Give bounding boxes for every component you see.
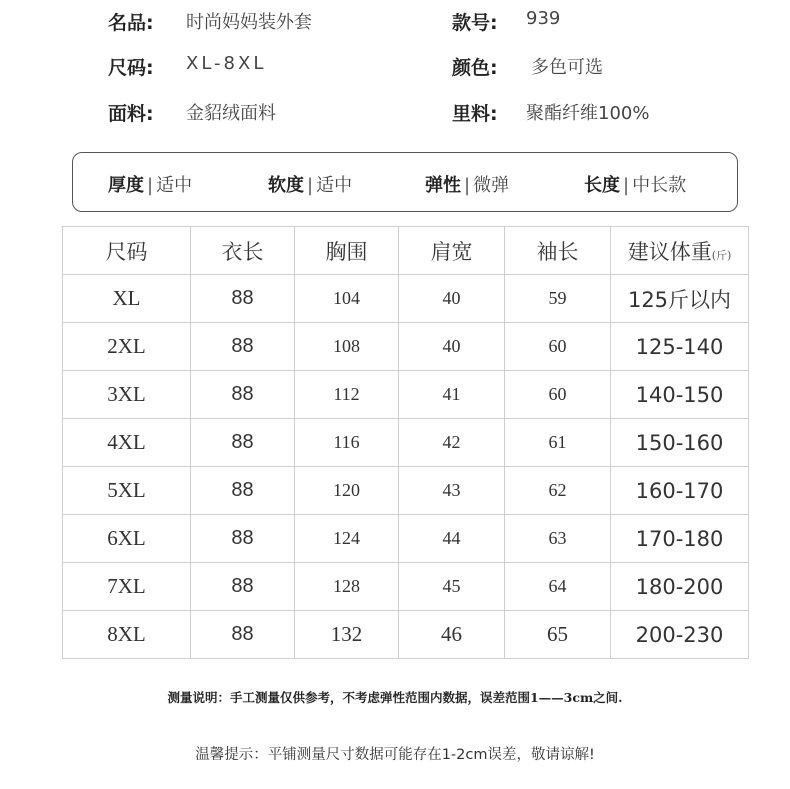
cell-sleeve: 65 — [505, 611, 611, 659]
table-row — [63, 515, 749, 563]
cell-shoulder: 41 — [399, 371, 505, 419]
property-value: 适中 — [156, 175, 193, 196]
property-name: 长度 — [584, 175, 620, 196]
cell-bust: 120 — [295, 467, 399, 515]
property-name: 厚度 — [108, 175, 144, 196]
cell-weight: 140-150 — [611, 371, 749, 419]
cell-shoulder: 40 — [399, 323, 505, 371]
table-row — [63, 323, 749, 371]
size-table-body — [63, 275, 749, 659]
cell-length: 88 — [191, 371, 295, 419]
style-label: 款号: — [452, 12, 498, 34]
cell-sleeve: 59 — [505, 275, 611, 323]
cell-length: 88 — [191, 419, 295, 467]
header-size: 尺码 — [63, 227, 191, 275]
cell-weight: 125斤以内 — [611, 275, 749, 323]
lining-label: 里料: — [452, 103, 498, 125]
cell-length: 88 — [191, 611, 295, 659]
cell-sleeve: 60 — [505, 371, 611, 419]
cell-sleeve: 63 — [505, 515, 611, 563]
tip-note: 温馨提示：平铺测量尺寸数据可能存在1-2cm误差，敬请谅解! — [195, 747, 595, 763]
cell-bust: 128 — [295, 563, 399, 611]
property-thickness: 厚度 | 适中 — [108, 175, 193, 196]
table-row — [63, 563, 749, 611]
fabric-label: 面料: — [108, 103, 154, 125]
name-label: 名品: — [108, 12, 154, 34]
cell-size: XL — [63, 275, 191, 323]
name-value: 时尚妈妈装外套 — [186, 12, 312, 33]
properties-box — [72, 152, 738, 212]
cell-bust: 108 — [295, 323, 399, 371]
cell-length: 88 — [191, 467, 295, 515]
size-table — [62, 226, 749, 659]
header-bust: 胸围 — [295, 227, 399, 275]
cell-shoulder: 46 — [399, 611, 505, 659]
cell-size: 3XL — [63, 371, 191, 419]
cell-weight: 125-140 — [611, 323, 749, 371]
property-value: 中长款 — [632, 175, 687, 196]
property-value: 微弹 — [473, 175, 510, 196]
color-value: 多色可选 — [531, 57, 603, 78]
lining-value: 聚酯纤维100% — [526, 103, 650, 124]
property-length: 长度 | 中长款 — [584, 175, 687, 196]
cell-bust: 132 — [295, 611, 399, 659]
header-weight-unit: (斤) — [711, 248, 732, 262]
cell-size: 7XL — [63, 563, 191, 611]
cell-sleeve: 60 — [505, 323, 611, 371]
cell-bust: 104 — [295, 275, 399, 323]
cell-size: 2XL — [63, 323, 191, 371]
style-value: 939 — [526, 8, 561, 29]
cell-shoulder: 44 — [399, 515, 505, 563]
table-row — [63, 611, 749, 659]
cell-sleeve: 64 — [505, 563, 611, 611]
cell-weight: 150-160 — [611, 419, 749, 467]
table-row — [63, 371, 749, 419]
cell-size: 5XL — [63, 467, 191, 515]
fabric-value: 金貂绒面料 — [186, 103, 276, 124]
cell-sleeve: 62 — [505, 467, 611, 515]
measure-note: 测量说明：手工测量仅供参考，不考虑弹性范围内数据，误差范围1——3cm之间. — [167, 690, 623, 705]
property-name: 弹性 — [425, 175, 461, 196]
cell-shoulder: 45 — [399, 563, 505, 611]
cell-length: 88 — [191, 563, 295, 611]
cell-bust: 116 — [295, 419, 399, 467]
table-row — [63, 467, 749, 515]
cell-sleeve: 61 — [505, 419, 611, 467]
property-name: 软度 — [268, 175, 304, 196]
header-weight-label: 建议体重 — [627, 239, 712, 264]
color-label: 颜色: — [452, 57, 498, 79]
size-value: XL-8XL — [186, 53, 267, 74]
cell-size: 4XL — [63, 419, 191, 467]
size-label: 尺码: — [108, 57, 154, 79]
table-row — [63, 275, 749, 323]
cell-weight: 170-180 — [611, 515, 749, 563]
cell-bust: 112 — [295, 371, 399, 419]
cell-bust: 124 — [295, 515, 399, 563]
cell-length: 88 — [191, 515, 295, 563]
cell-size: 8XL — [63, 611, 191, 659]
header-sleeve: 袖长 — [505, 227, 611, 275]
cell-length: 88 — [191, 275, 295, 323]
header-weight — [611, 227, 749, 275]
property-softness: 软度 | 适中 — [268, 175, 353, 196]
property-value: 适中 — [316, 175, 353, 196]
cell-weight: 180-200 — [611, 563, 749, 611]
cell-weight: 200-230 — [611, 611, 749, 659]
cell-shoulder: 42 — [399, 419, 505, 467]
cell-weight: 160-170 — [611, 467, 749, 515]
table-row — [63, 419, 749, 467]
table-header-row — [63, 227, 749, 275]
info-row-size — [0, 53, 790, 83]
info-row-name — [0, 8, 790, 38]
cell-shoulder: 40 — [399, 275, 505, 323]
cell-size: 6XL — [63, 515, 191, 563]
cell-shoulder: 43 — [399, 467, 505, 515]
header-length: 衣长 — [191, 227, 295, 275]
header-shoulder: 肩宽 — [399, 227, 505, 275]
property-elasticity: 弹性 | 微弹 — [425, 175, 510, 196]
info-row-fabric — [0, 99, 790, 129]
cell-length: 88 — [191, 323, 295, 371]
